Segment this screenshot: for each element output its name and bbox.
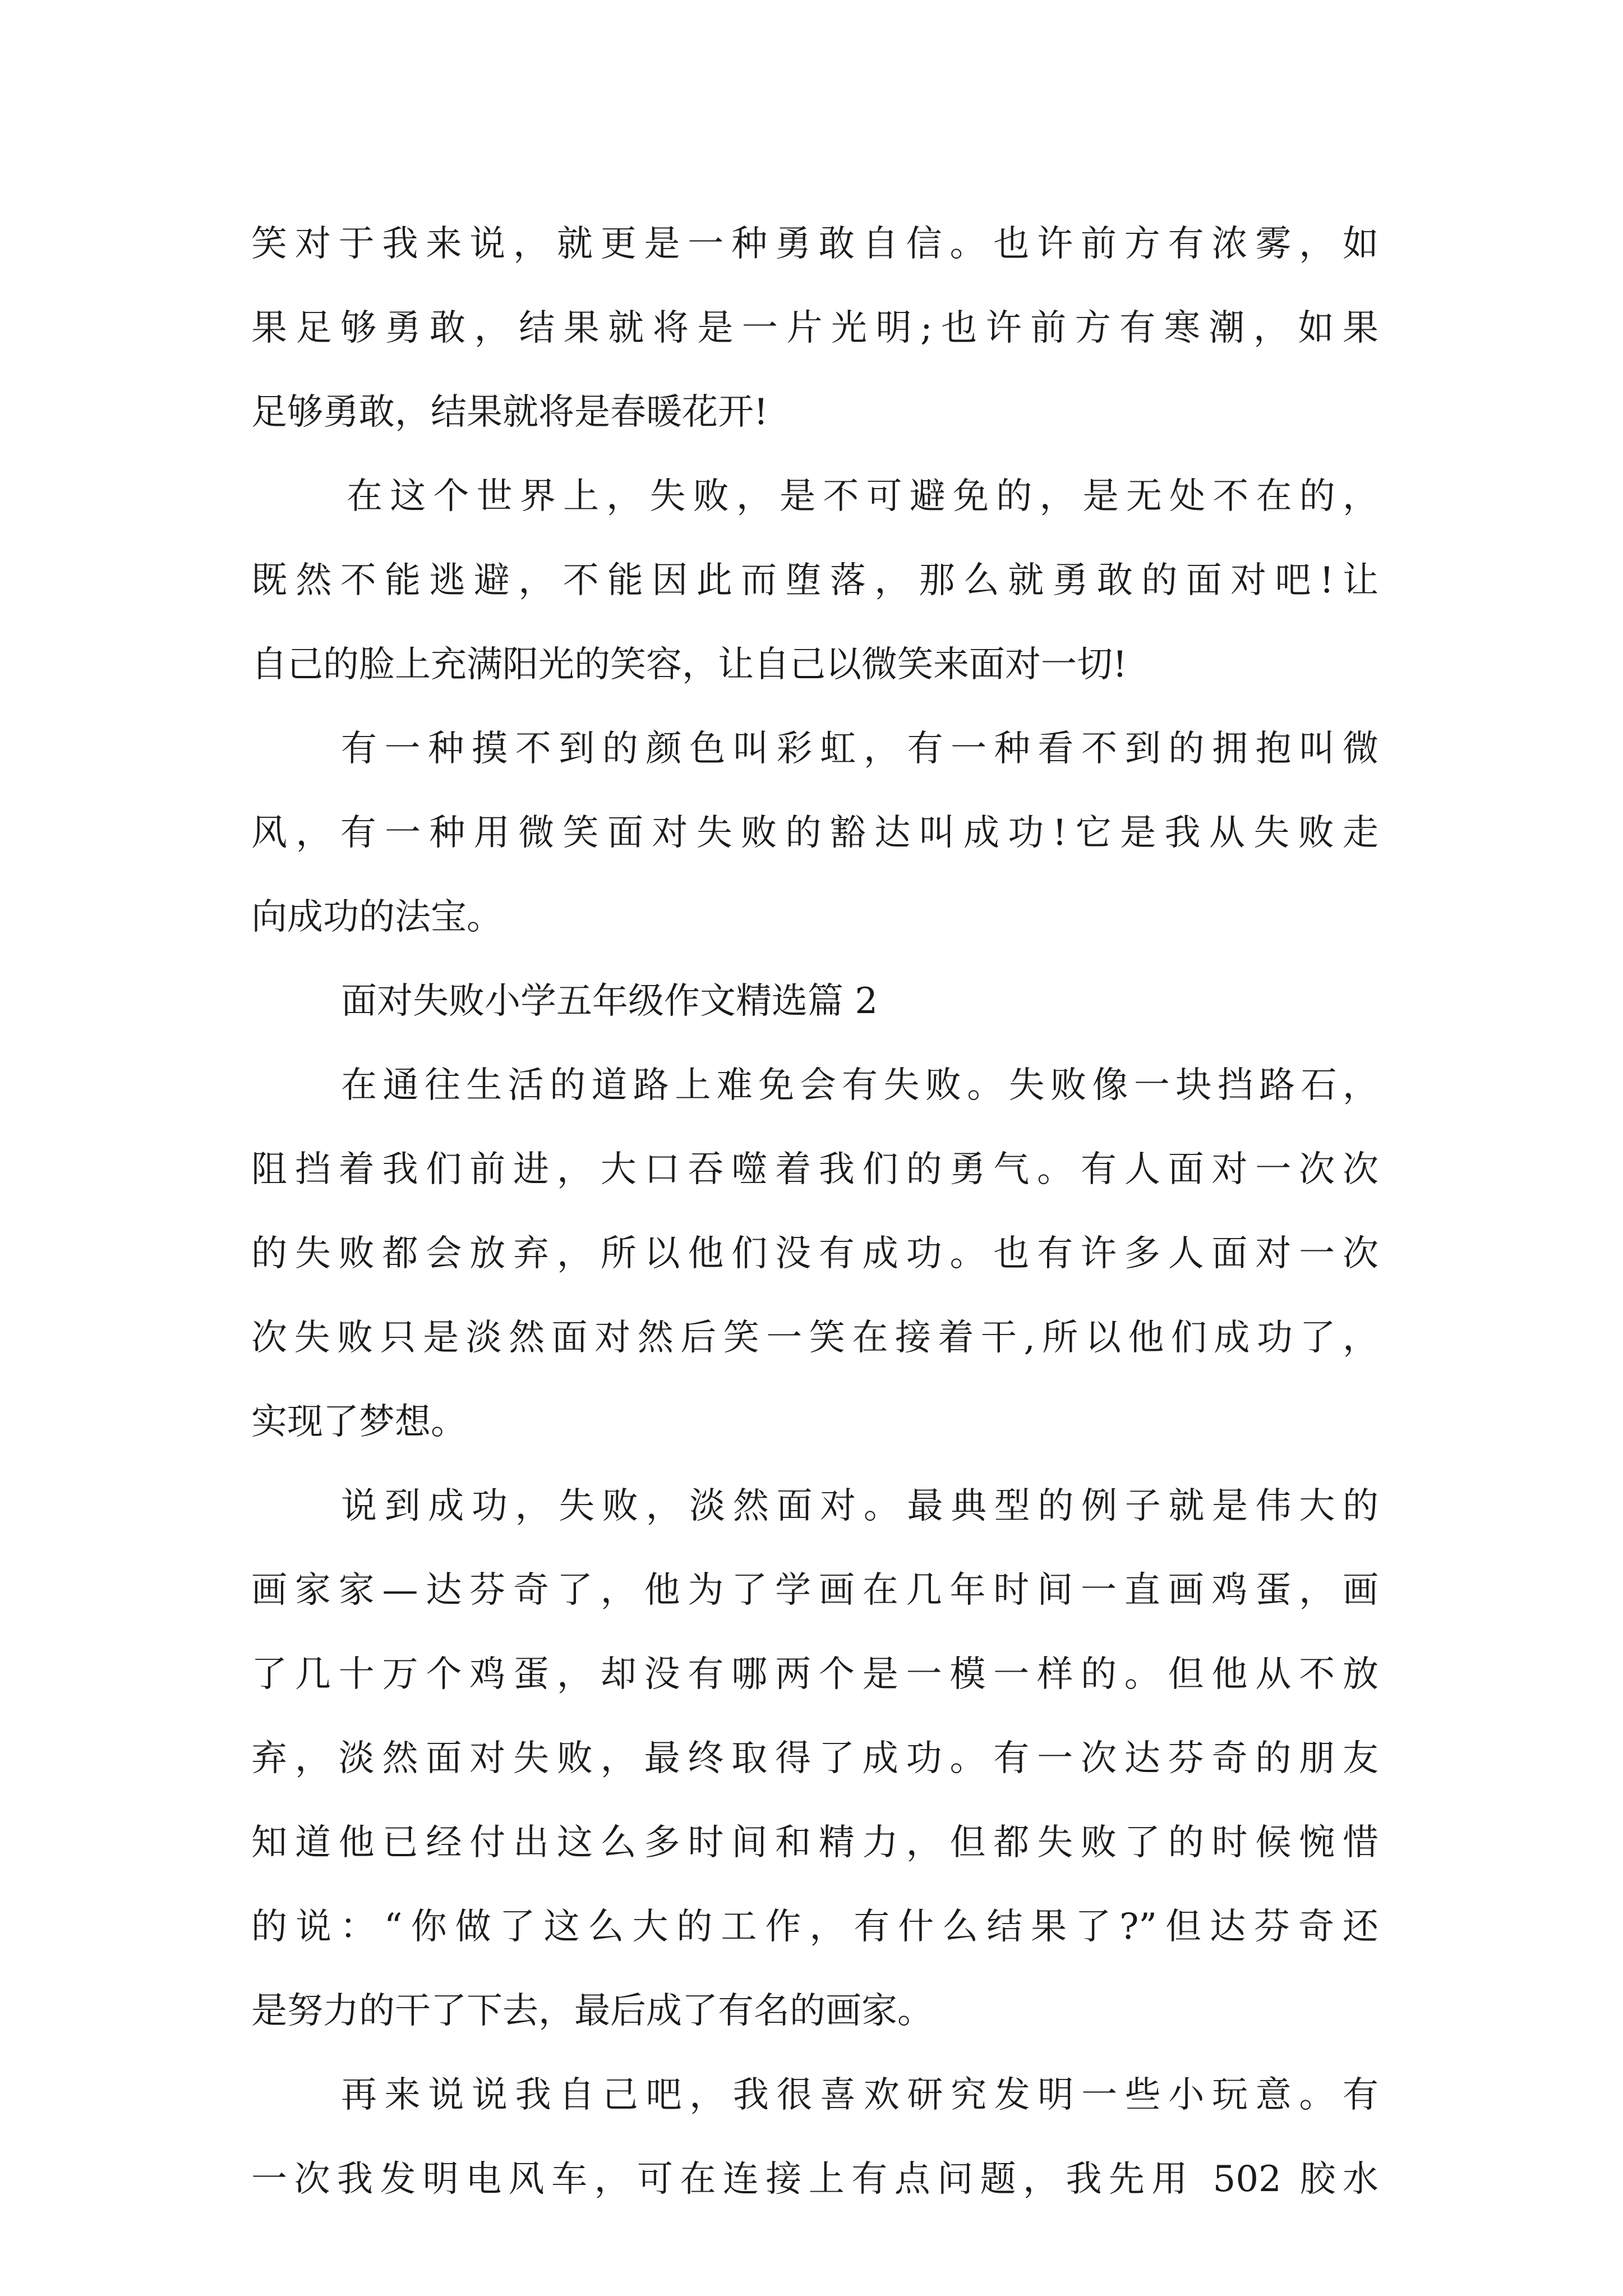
text-line: 的说：“你做了这么大的工作，有什么结果了?”但达芬奇还	[251, 1906, 1378, 1948]
text-line: 知道他已经付出这么多时间和精力，但都失败了的时候惋惜	[251, 1822, 1378, 1864]
text-line: 在这个世界上，失败，是不可避免的，是无处不在的，	[347, 476, 1378, 517]
section-heading: 面对失败小学五年级作文精选篇 2	[341, 981, 878, 1022]
text-line: 再来说说我自己吧，我很喜欢研究发明一些小玩意。有	[341, 2074, 1378, 2116]
text-line: 足够勇敢，结果就将是春暖花开!	[251, 392, 768, 433]
text-line: 笑对于我来说，就更是一种勇敢自信。也许前方有浓雾，如	[251, 223, 1378, 265]
text-line: 的失败都会放弃，所以他们没有成功。也有许多人面对一次	[251, 1233, 1378, 1274]
text-line: 实现了梦想。	[251, 1401, 467, 1443]
text-line: 果足够勇敢，结果就将是一片光明;也许前方有寒潮，如果	[251, 307, 1378, 349]
text-line: 向成功的法宝。	[251, 896, 502, 938]
text-line: 说到成功，失败，淡然面对。最典型的例子就是伟大的	[341, 1485, 1378, 1527]
text-line: 自己的脸上充满阳光的笑容，让自己以微笑来面对一切!	[251, 644, 1127, 685]
text-line: 是努力的干了下去，最后成了有名的画家。	[251, 1990, 933, 2032]
text-line: 画家家—达芬奇了，他为了学画在几年时间一直画鸡蛋，画	[251, 1570, 1378, 1611]
text-line: 弃，淡然面对失败，最终取得了成功。有一次达芬奇的朋友	[251, 1738, 1378, 1779]
text-line: 次失败只是淡然面对然后笑一笑在接着干,所以他们成功了，	[251, 1317, 1378, 1359]
text-line: 风，有一种用微笑面对失败的豁达叫成功!它是我从失败走	[251, 812, 1378, 854]
text-line: 一次我发明电风车，可在连接上有点问题，我先用 502 胶水	[251, 2159, 1378, 2200]
text-line: 阻挡着我们前进，大口吞噬着我们的勇气。有人面对一次次	[251, 1149, 1378, 1190]
text-line: 了几十万个鸡蛋，却没有哪两个是一模一样的。但他从不放	[251, 1654, 1378, 1695]
text-line: 在通往生活的道路上难免会有失败。失败像一块挡路石，	[341, 1065, 1378, 1106]
text-line: 有一种摸不到的颜色叫彩虹，有一种看不到的拥抱叫微	[341, 728, 1378, 770]
text-line: 既然不能逃避，不能因此而堕落，那么就勇敢的面对吧!让	[251, 560, 1378, 601]
